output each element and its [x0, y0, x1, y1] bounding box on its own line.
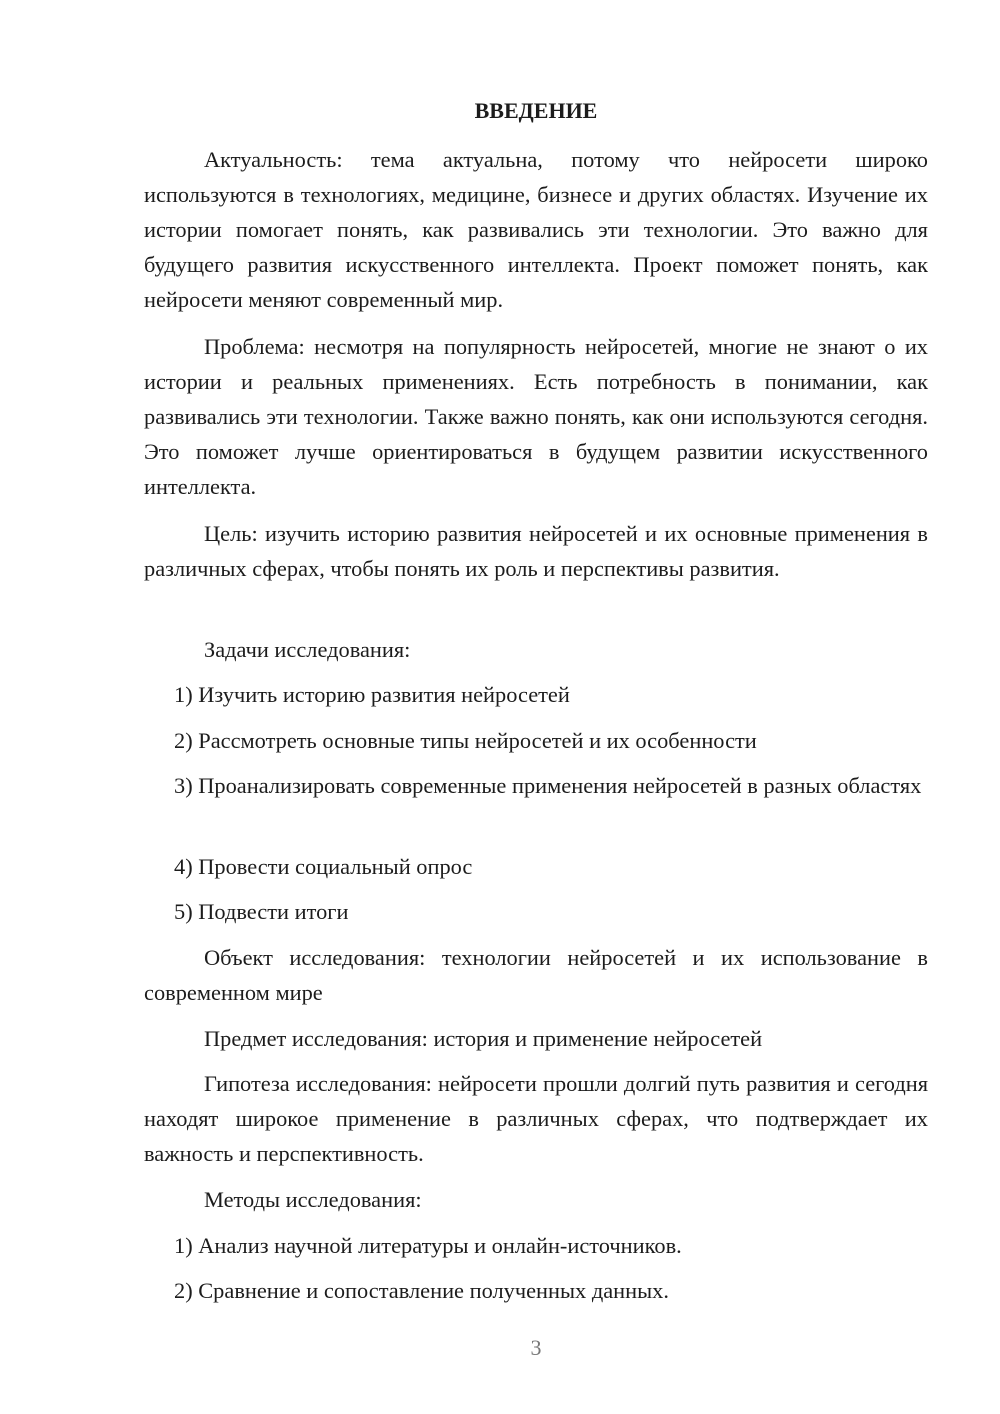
tasks-heading: Задачи исследования:: [204, 637, 411, 662]
method-item: 2) Сравнение и сопоставление полученных данных.: [174, 1278, 669, 1303]
task-item: 1) Изучить историю развития нейросетей: [174, 682, 570, 707]
hypothesis-paragraph: Гипотеза исследования: нейросети прошли долгий путь развития и сегодня находят широкое применение в различных сферах, что подтверждает их важность и перспективность.: [144, 1071, 928, 1166]
methods-heading: Методы исследования:: [204, 1187, 422, 1212]
method-item: 1) Анализ научной литературы и онлайн-источников.: [174, 1233, 682, 1258]
section-title: ВВЕДЕНИЕ: [474, 98, 598, 123]
goal-paragraph: Цель: изучить историю развития нейросетей и их основные применения в различных сферах, чтобы понять их роль и перспективы развития.: [144, 521, 928, 581]
object-paragraph: Объект исследования: технологии нейросетей и их использование в современном мире: [144, 945, 928, 1005]
page-number: 3: [530, 1335, 542, 1360]
task-item: 4) Провести социальный опрос: [174, 854, 473, 879]
problem-paragraph: Проблема: несмотря на популярность нейросетей, многие не знают о их истории и реальных применениях. Есть потребность в понимании, как развивались эти технологии. Также важно понять, как они используются сегодня. Это поможет лучше ориентироваться в будущем развитии искусственного интеллекта.: [144, 334, 928, 499]
task-item: 5) Подвести итоги: [174, 899, 349, 924]
task-item: 3) Проанализировать современные применения нейросетей в разных областях: [174, 773, 922, 798]
subject-paragraph: Предмет исследования: история и применение нейросетей: [204, 1026, 763, 1051]
task-item: 2) Рассмотреть основные типы нейросетей и их особенности: [174, 728, 757, 753]
relevance-paragraph: Актуальность: тема актуальна, потому что нейросети широко используются в технологиях, медицине, бизнесе и других областях. Изучение их истории помогает понять, как развивались эти технологии. Это важно для будущего развития искусственного интеллекта. Проект поможет понять, как нейросети меняют современный мир.: [144, 147, 928, 312]
